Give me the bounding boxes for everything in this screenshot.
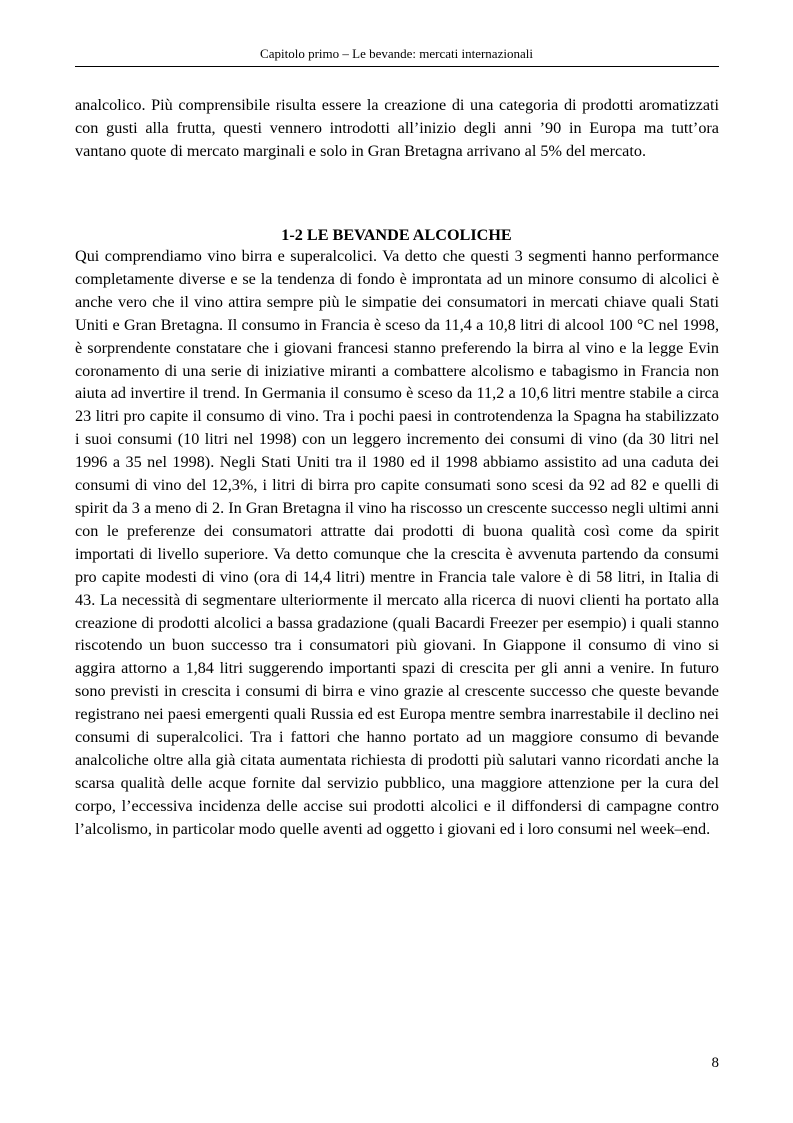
page-number: 8 xyxy=(711,1055,719,1071)
section-heading: 1-2 LE BEVANDE ALCOLICHE xyxy=(281,226,512,244)
section-paragraph: Qui comprendiamo vino birra e superalcolici. Va detto che questi 3 segmenti hanno performance completamente diverse e se la tendenza di fondo è improntata ad un minore consumo di alcolici è anche vero che il vino attira sempre più le simpatie dei consumatori in mercati chiave quali Stati Uniti e Gran Bretagna. Il consumo in Francia è sceso da 11,4 a 10,8 litri di alcool 100 °C nel 1998, è sorprendente constatare che i giovani francesi stanno preferendo la birra al vino e la legge Evin coronamento di una serie di iniziative miranti a combattere alcolismo e tabagismo in Francia non aiuta ad invertire il trend. In Germania il consumo è sceso da 11,2 a 10,6 litri mentre stabile a circa 23 litri pro capite il consumo di vino. Tra i pochi paesi in controtendenza la Spagna ha stabilizzato i suoi consumi (10 litri nel 1998) con un leggero incremento dei consumi di vino (da 30 litri nel 1996 a 35 nel 1998). Negli Stati Uniti tra il 1980 ed il 1998 abbiamo assistito ad una caduta dei consumi di vino del 12,3%, i litri di birra pro capite consumati sono scesi da 92 ad 82 e quelli di spirit da 3 a meno di 2. In Gran Bretagna il vino ha riscosso un crescente successo negli ultimi anni con le preferenze dei consumatori attratte dai prodotti di buona qualità così come da spirit importati di livello superiore. Va detto comunque che la crescita è avvenuta partendo da consumi pro capite modesti di vino (ora di 14,4 litri) mentre in Francia tale valore è di 58 litri, in Italia di 43. La necessità di segmentare ulteriormente il mercato alla ricerca di nuovi clienti ha portato alla creazione di prodotti alcolici a bassa gradazione (quali Bacardi Freezer per esempio) i quali stanno riscotendo un buon successo tra i consumatori più giovani. In Giappone il consumo di vino si aggira attorno a 1,84 litri suggerendo importanti spazi di crescita per gli anni a venire. In futuro sono previsti in crescita i consumi di birra e vino grazie al crescente successo che queste bevande registrano nei paesi emergenti quali Russia ed est Europa mentre sembra inarrestabile il declino nei consumi di superalcolici. Tra i fattori che hanno portato ad un maggiore consumo di bevande analcoliche oltre alla già citata aumentata richiesta di prodotti più salutari vanno ricordati anche la scarsa qualità delle acque fornite dal servizio pubblico, una maggiore attenzione per la cura del corpo, l’eccessiva incidenza delle accise sui prodotti alcolici e il diffondersi di campagne contro l’alcolismo, in particolar modo quelle aventi ad oggetto i giovani ed i loro consumi nel week–end. xyxy=(75,247,719,838)
intro-paragraph: analcolico. Più comprensibile risulta essere la creazione di una categoria di prodotti aromatizzati con gusti alla frutta, questi vennero introdotti all’inizio degli anni ’90 in Europa ma tutt’ora vantano quote di mercato marginali e solo in Gran Bretagna arrivano al 5% del mercato. xyxy=(75,96,719,160)
header-divider xyxy=(75,66,719,67)
running-header: Capitolo primo – Le bevande: mercati internazionali xyxy=(260,46,533,61)
